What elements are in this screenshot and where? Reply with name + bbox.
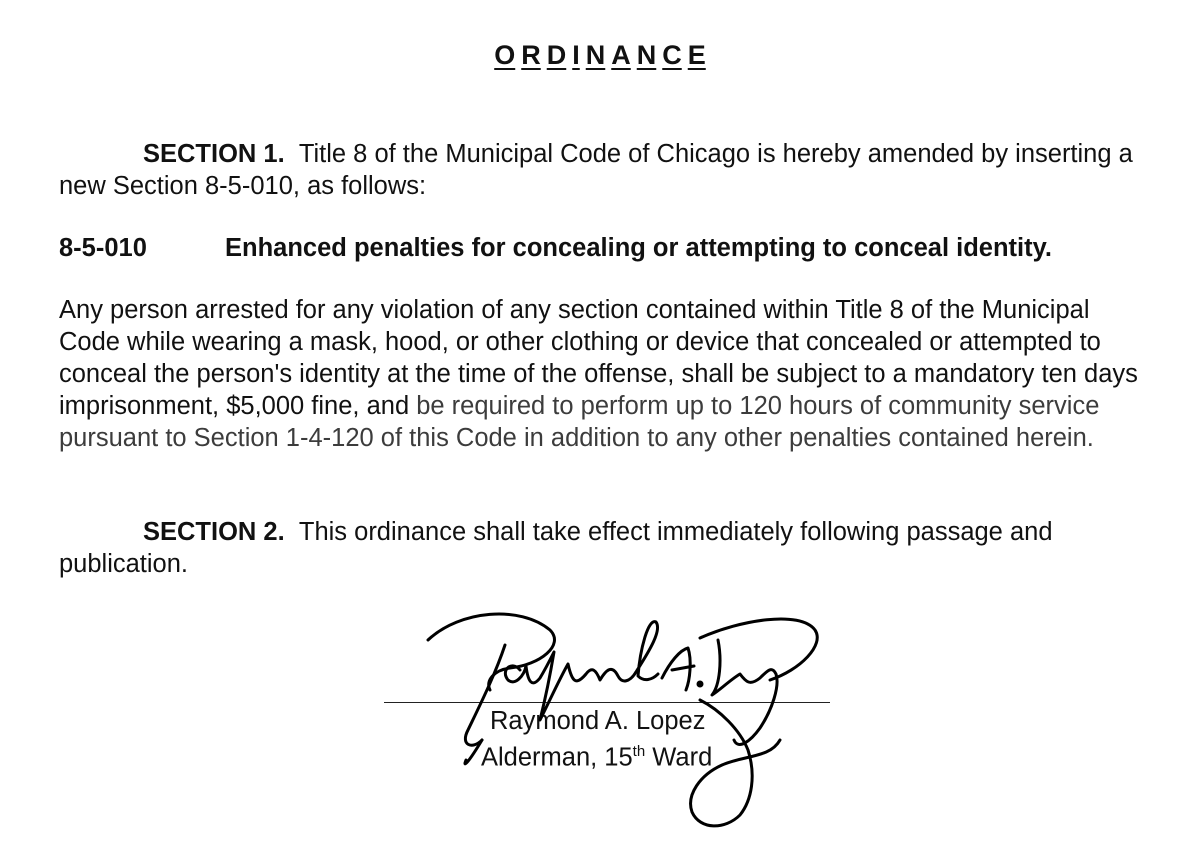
- signatory-title-sup: th: [632, 743, 646, 760]
- section-2-text: This ordinance shall take effect immediately following passage and publication.: [59, 518, 1053, 578]
- section-2-label: SECTION 2.: [143, 518, 285, 546]
- document-title: [0, 40, 1200, 71]
- new-section-heading: [59, 232, 1159, 264]
- handwritten-signature: [400, 590, 840, 860]
- title-letter: O: [494, 40, 516, 70]
- title-letter: A: [611, 40, 631, 70]
- section-1-label: SECTION 1.: [143, 140, 285, 168]
- signatory-name: Raymond A. Lopez: [490, 707, 706, 735]
- body-text: Any person arrested for any violation of any section contained within Title 8 of the Municipal Code while wearing a mask, hood, or other clothing or device that concealed or attempted to conceal the person's identity at the time of the offense, shall be subject to a mandatory ten days imprisonment, $5,000 fine, and: [59, 296, 1138, 420]
- signatory-title-prefix: Alderman, 15: [481, 743, 633, 772]
- section-body-paragraph: [59, 294, 1144, 454]
- body-text-continued: be required to perform up to 120 hours of community service pursuant to Section 1-4-120 of this Code in addition to any other penalties contained herein.: [59, 392, 1100, 452]
- section-number: 8-5-010: [59, 234, 147, 262]
- section-2-paragraph: [59, 516, 1144, 580]
- title-letter: D: [546, 40, 567, 70]
- title-letter: N: [585, 40, 606, 70]
- title-letter: N: [636, 40, 657, 70]
- section-1-text: Title 8 of the Municipal Code of Chicago is hereby amended by inserting a new Section 8-5-010, as follows:: [59, 140, 1133, 200]
- title-letter: R: [521, 40, 541, 70]
- signatory-title-suffix: Ward: [645, 743, 713, 772]
- title-letter: C: [662, 40, 682, 70]
- section-heading-text: Enhanced penalties for concealing or attempting to conceal identity.: [225, 234, 1052, 262]
- section-1-paragraph: [59, 138, 1144, 202]
- title-letter: I: [572, 40, 580, 70]
- title-letter: E: [687, 40, 706, 70]
